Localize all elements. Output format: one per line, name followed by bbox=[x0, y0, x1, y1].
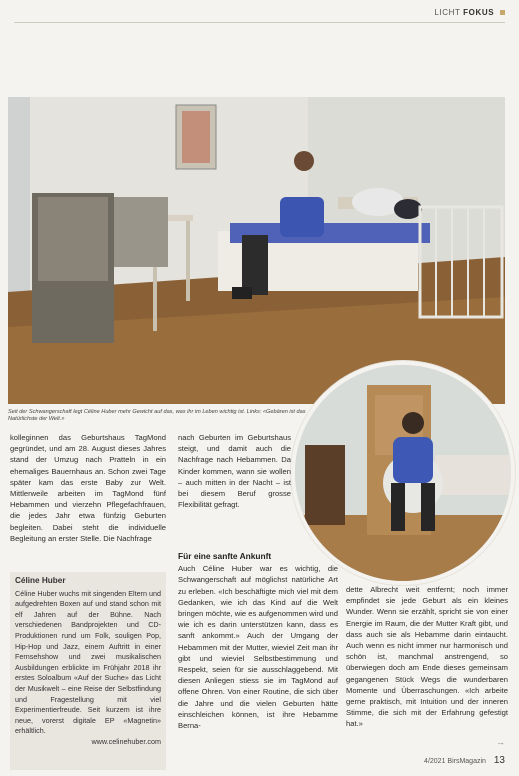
column-3-text: dette Albrecht weit entfernt; noch immer empfindet sie jede Geburt als ein kleines Wunder. Wenn sie erzählt, spricht sie von einer Energie im Raum, die der Mutter Kraft gibt, und dass auch sie als Hebamme darin eintaucht. Auch wenn es nicht immer nur harmonisch und schön ist, manchmal anstrengend, so überwiegen doch am Ende dieses gemeinsam gegangenen Stück Wegs die wunderbaren Momente und Überraschungen. «Ich arbeite gerne praktisch, mit Intuition und der inneren Stimme, die sich mit der Erfahrung gefestigt hat.» bbox=[346, 585, 508, 729]
bio-url[interactable]: www.celinehuber.com bbox=[91, 736, 161, 746]
article-column-2-top bbox=[178, 432, 291, 510]
bio-heading: Céline Huber bbox=[15, 576, 66, 585]
section-header bbox=[434, 8, 505, 17]
column-2-text: Auch Céline Huber war es wichtig, die Schwangerschaft auf möglichst natürliche Art zu erleben. «Ich beschäftigte mich viel mit dem Gedanken, wie ich das Kind auf die Welt bringen möchte, wie es aufgenommen wird und wie ich es darin unterstützen kann, dass es sanft ankommt.» Auch der Umgang der Hebammen mit der Mutter, wieviel Zeit man ihr gibt und wieviel Selbstbestimmung und Respekt, seien für sie ausschlaggebend. Mit diesen Anliegen stiess sie im TagMond auf offene Ohren. Von einer Routine, die sich über die Jahre und die vielen Geburten hätte einschleichen können, ist ihre Hebamme Berna- bbox=[178, 564, 338, 731]
article-column-3 bbox=[346, 584, 508, 730]
bio-box bbox=[10, 572, 166, 770]
section-light: LICHT bbox=[434, 8, 461, 17]
article-column-2 bbox=[178, 551, 338, 731]
column-1-text: kolleginnen das Geburtshaus TagMond gegründet, und am 28. August dieses Jahres stand der Umzug nach Pratteln in ein ehemaliges Bauernhaus an. Schon zwei Tage später kam das erste Baby zur Welt. Mittlerweile arbeiten im TagMond fünf Hebammen und vierzehn Pflegefachfrauen, die jedes Jahr etwa fünfzig Geburten begleiten. Dabei steht die individuelle Begleitung an erster Stelle. Die Nachfrage bbox=[10, 433, 166, 543]
header-rule bbox=[14, 22, 505, 23]
header-square-icon bbox=[500, 10, 505, 15]
main-photo bbox=[8, 97, 505, 404]
issue-label: 4/2021 BirsMagazin bbox=[424, 758, 486, 765]
subheading: Für eine sanfte Ankunft bbox=[178, 551, 272, 561]
page-footer bbox=[424, 755, 505, 766]
page-number: 13 bbox=[493, 755, 505, 766]
section-bold: FOKUS bbox=[463, 8, 495, 17]
article-column-1 bbox=[10, 432, 166, 544]
photo-caption: Seit der Schwangerschaft legt Céline Huber mehr Gewicht auf das, was ihr im Leben wichtig ist. Links: «Gebären ist das Natürlichste der Welt.» bbox=[8, 409, 306, 423]
continue-arrow-icon: → bbox=[496, 737, 505, 747]
bio-text: Céline Huber wuchs mit singenden Eltern und aufgedrehten Boxen auf und stand schon mit elf Jahren auf der Bühne. Nach verschiedenen Bandprojekten und CD-Produktionen rund um Folk, souligen Pop, Hip-Hop und Jazz, einem Auftritt in einer Fernsehshow und zwei musikalischen Ausbildungen erblickte im Frühjahr 2018 ihr erstes Soloalbum «Auf der Suche» das Licht der Musikwelt – eine Reise der Selbstfindung und Fragestellung mit viel Experimentierfreude. Seit kurzem ist ihre neue, vorerst digitale EP «Magnetin» erhältlich. bbox=[15, 588, 161, 736]
column-2-top-text: nach Geburten im Geburtshaus steigt, und damit auch die Nachfrage nach Hebammen. Da Kinder kommen, wann sie wollen – auch mitten in der Nacht – ist bei diesem Beruf grosse Flexibilität gefragt. bbox=[178, 433, 291, 510]
